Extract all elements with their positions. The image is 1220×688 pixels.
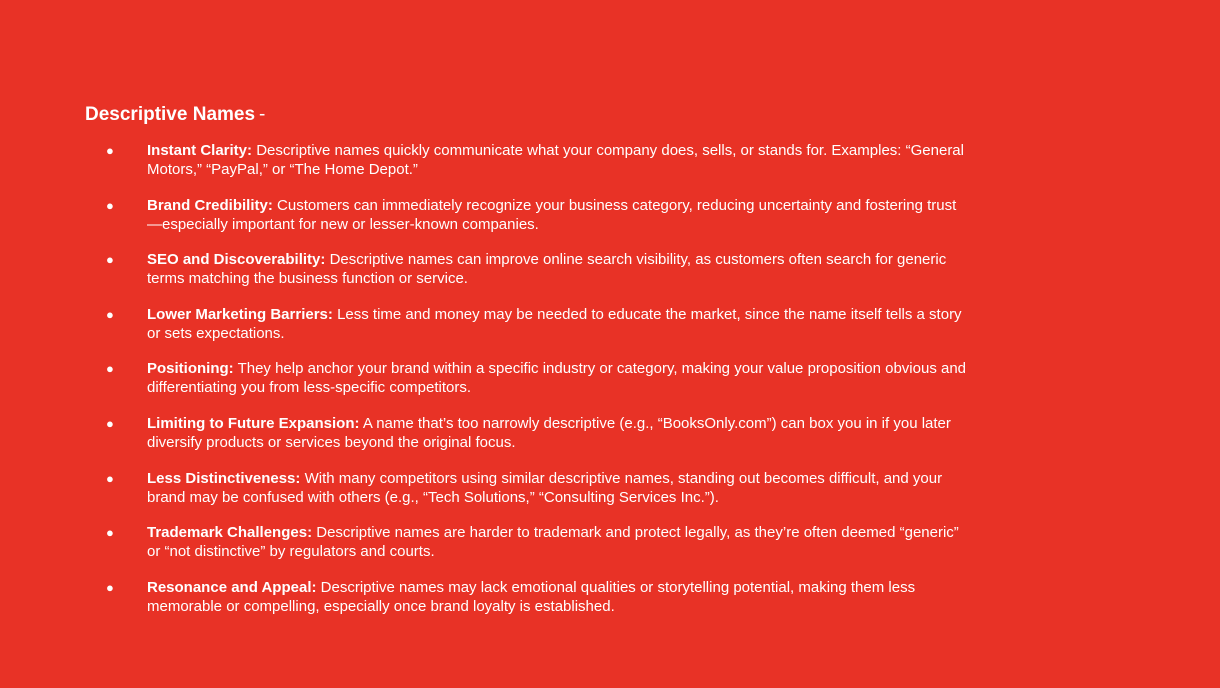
bullet-icon: ● xyxy=(106,361,114,377)
list-item xyxy=(0,578,1220,633)
list-item-text xyxy=(147,469,967,507)
bullet-icon: ● xyxy=(106,415,114,431)
list-item-text xyxy=(147,523,967,561)
slide-heading xyxy=(85,103,265,127)
list-item-label: Trademark Challenges: xyxy=(147,524,313,542)
list-item-label: Positioning: xyxy=(147,360,234,378)
list-item-body: Descriptive names quickly communicate what your company does, sells, or stands for. Examples: “General Motors,” “PayPal,” or “The Home Depot.” xyxy=(147,142,964,178)
list-item-body: A name that’s too narrowly descriptive (e.g., “BooksOnly.com”) can box you in if you later diversify products or services beyond the original focus. xyxy=(147,414,951,451)
list-item xyxy=(0,469,1220,524)
list-item-body: Descriptive names can improve online search visibility, as customers often search for generic terms matching the business function or service. xyxy=(147,251,947,288)
list-item-label: Resonance and Appeal: xyxy=(147,578,317,596)
bullet-icon: ● xyxy=(106,525,114,541)
list-item-label: Less Distinctiveness: xyxy=(147,469,301,487)
list-item xyxy=(0,305,1220,360)
bullet-icon: ● xyxy=(106,197,114,213)
bullet-icon: ● xyxy=(106,143,114,158)
list-item-body: Customers can immediately recognize your business category, reducing uncertainty and fostering trust—especially important for new or lesser-known companies. xyxy=(147,196,957,233)
list-item xyxy=(0,523,1220,578)
list-item-label: Limiting to Future Expansion: xyxy=(147,414,360,432)
list-item-text xyxy=(147,141,967,179)
title-dash: - xyxy=(259,104,266,125)
bullet-icon: ● xyxy=(106,252,114,268)
list-item xyxy=(0,359,1220,414)
list-item-text xyxy=(147,250,967,288)
list-item-label: Lower Marketing Barriers: xyxy=(147,305,333,323)
list-item-text xyxy=(147,359,967,397)
list-item-body: They help anchor your brand within a specific industry or category, making your value proposition obvious and differentiating you from less-specific competitors. xyxy=(147,360,967,397)
bullet-icon: ● xyxy=(106,579,114,595)
list-item-label: SEO and Discoverability: xyxy=(147,251,326,269)
list-item-body: Less time and money may be needed to educate the market, since the name itself tells a story or sets expectations. xyxy=(147,305,962,342)
list-item xyxy=(0,141,1220,196)
list-item-text xyxy=(147,196,967,234)
bullet-icon: ● xyxy=(106,306,114,322)
slide-title: Descriptive Names xyxy=(85,104,256,125)
list-item-text xyxy=(147,414,967,452)
list-item-text xyxy=(147,578,967,616)
bullet-icon: ● xyxy=(106,470,114,486)
list-item-body: Descriptive names may lack emotional qualities or storytelling potential, making them less memorable or compelling, especially once brand loyalty is established. xyxy=(147,578,916,615)
list-item xyxy=(0,414,1220,469)
list-item xyxy=(0,250,1220,305)
list-item-text xyxy=(147,305,967,343)
list-item-body: Descriptive names are harder to trademark and protect legally, as they’re often deemed “generic” or “not distinctive” by regulators and courts. xyxy=(147,524,959,561)
list-item-body: With many competitors using similar descriptive names, standing out becomes difficult, and your brand may be confused with others (e.g., “Tech Solutions,” “Consulting Services Inc.”). xyxy=(147,469,943,506)
list-item-label: Instant Clarity: xyxy=(147,142,253,159)
list-item xyxy=(0,196,1220,251)
list-item-label: Brand Credibility: xyxy=(147,196,273,214)
bullet-list xyxy=(0,141,1220,632)
